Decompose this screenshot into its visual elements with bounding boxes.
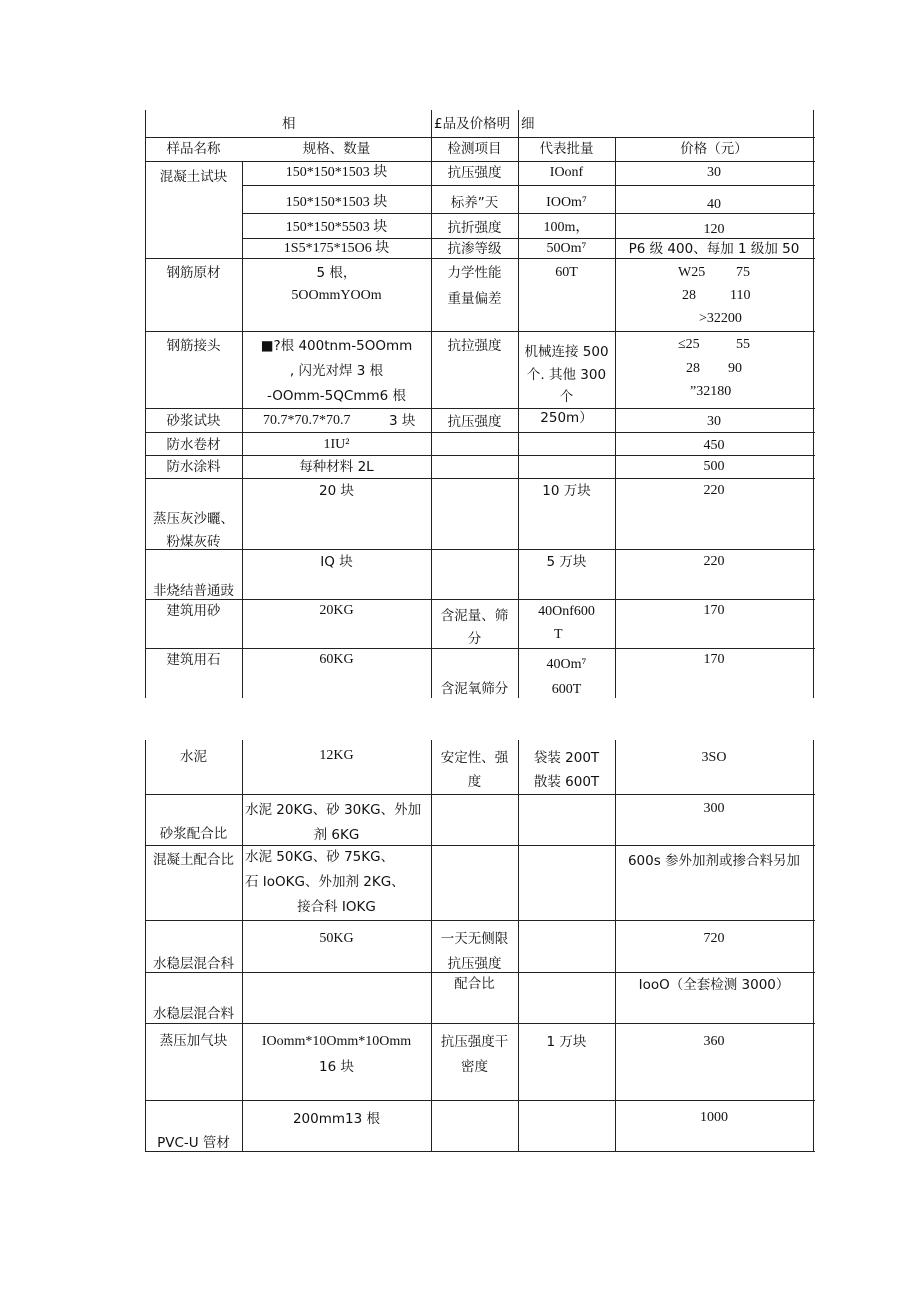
concrete-spec-2: 150*150*1503 块 bbox=[285, 195, 388, 210]
joint-batch-3: 个 bbox=[559, 389, 574, 405]
table-title-main: £品及价格明 bbox=[434, 116, 511, 132]
aerated-price: 360 bbox=[703, 1034, 725, 1049]
coating-spec: 每种材料 2L bbox=[299, 459, 374, 475]
joint-price-2a: 28 bbox=[686, 361, 700, 376]
row-mortar-name: 砂浆试块 bbox=[166, 413, 221, 429]
sand-price: 170 bbox=[703, 603, 725, 618]
concrete-price-3: 120 bbox=[703, 222, 725, 237]
concrete-mix-price: 600s 参外加剂或掺合料另加 bbox=[627, 853, 801, 869]
row-stone-name: 建筑用石 bbox=[166, 652, 221, 668]
rebar-spec-1: 5 根， bbox=[316, 265, 357, 281]
concrete-price-2: 40 bbox=[707, 197, 721, 212]
row-concrete-mix-name: 混凝土配合比 bbox=[153, 852, 234, 868]
joint-price-1b: 55 bbox=[736, 337, 750, 352]
aerated-spec-1: IOomm*10Omm*10Omm bbox=[261, 1034, 412, 1049]
stab1-item-2: 抗压强度 bbox=[447, 956, 502, 972]
concrete-item-2: 标养”天 bbox=[450, 195, 499, 211]
joint-price-1a: ≤25 bbox=[678, 337, 700, 352]
pvc-price: 1000 bbox=[700, 1110, 728, 1125]
joint-spec-1: ■?根 400tnm-5OOmm bbox=[260, 338, 413, 354]
row-joint-name: 钢筋接头 bbox=[166, 338, 221, 354]
header-test-item: 检测项目 bbox=[447, 141, 502, 157]
stab2-item: 配合比 bbox=[454, 976, 495, 992]
stone-spec: 60KG bbox=[319, 652, 354, 667]
aerated-spec-2: 16 块 bbox=[319, 1059, 354, 1075]
concrete-spec-4: 1S5*175*15O6 块 bbox=[283, 241, 390, 256]
roll-price: 450 bbox=[703, 438, 725, 453]
header-sample-name: 样品名称 bbox=[166, 141, 221, 157]
joint-price-2b: 90 bbox=[728, 361, 742, 376]
row-aerated-name: 蒸压加气块 bbox=[159, 1033, 228, 1049]
sand-spec: 20KG bbox=[319, 603, 354, 618]
concrete-mix-spec-3: 接合科 IOKG bbox=[297, 899, 376, 915]
rebar-price-2b: 110 bbox=[730, 288, 751, 303]
row-stab1-name: 水稳层混合科 bbox=[153, 956, 234, 972]
row-coating-name: 防水涂料 bbox=[166, 459, 221, 475]
concrete-mix-spec-2: 石 IoOKG、外加剂 2KG、 bbox=[245, 874, 405, 890]
joint-batch-1: 机械连接 500 bbox=[524, 344, 609, 360]
stone-price: 170 bbox=[703, 652, 725, 667]
concrete-item-1: 抗压强度 bbox=[447, 165, 502, 181]
rebar-price-1a: W25 bbox=[678, 265, 706, 280]
joint-price-3: ”32180 bbox=[690, 384, 732, 399]
joint-batch-2: 个. 其他 300 bbox=[526, 367, 607, 383]
row-stab2-name: 水稳层混合料 bbox=[153, 1006, 234, 1022]
mortar-price: 30 bbox=[707, 414, 721, 429]
joint-item: 抗拉强度 bbox=[447, 338, 502, 354]
joint-spec-2: , 闪光对焊 3 根 bbox=[289, 363, 384, 379]
concrete-batch-4: 50Om⁷ bbox=[546, 241, 587, 256]
mortar-mix-spec-1: 水泥 20KG、砂 30KG、外加 bbox=[245, 802, 422, 818]
concrete-item-3: 抗折强度 bbox=[447, 220, 502, 236]
rebar-item-2: 重量偏差 bbox=[447, 291, 502, 307]
aerated-batch: 1 万块 bbox=[546, 1034, 587, 1050]
brick2-spec: IQ 块 bbox=[320, 554, 353, 570]
concrete-batch-2: IOOm⁷ bbox=[546, 195, 587, 210]
stab2-price: IooO（全套检测 3000） bbox=[638, 977, 790, 993]
stab1-spec: 50KG bbox=[319, 931, 354, 946]
concrete-spec-1: 150*150*1503 块 bbox=[285, 165, 388, 180]
concrete-batch-3: 100m， bbox=[543, 220, 590, 235]
header-price: 价格（元） bbox=[680, 141, 748, 157]
sand-item-2: 分 bbox=[467, 631, 482, 647]
row-cement-name: 水泥 bbox=[180, 749, 207, 765]
concrete-mix-spec-1: 水泥 50KG、砂 75KG、 bbox=[245, 849, 395, 865]
row-pvc-name: PVC-U 管材 bbox=[157, 1135, 230, 1151]
table-title-end: 细 bbox=[521, 116, 535, 132]
rebar-price-3: >32200 bbox=[699, 311, 742, 326]
cement-spec: 12KG bbox=[319, 748, 354, 763]
aerated-item-1: 抗压强度干 bbox=[440, 1034, 509, 1050]
brick1-price: 220 bbox=[703, 483, 725, 498]
row-brick1-name-2: 粉煤灰砖 bbox=[166, 534, 221, 550]
sand-batch-1: 40Onf600 bbox=[538, 604, 595, 619]
brick1-spec: 20 块 bbox=[319, 483, 354, 499]
mortar-mix-spec-2: 剂 6KG bbox=[313, 827, 360, 843]
pvc-spec: 200mm13 根 bbox=[292, 1111, 381, 1127]
concrete-batch-1: IOonf bbox=[549, 165, 584, 180]
rebar-price-2a: 28 bbox=[682, 288, 696, 303]
mortar-spec: 70.7*70.7*70.7 bbox=[263, 413, 351, 428]
mortar-mix-price: 300 bbox=[703, 801, 725, 816]
row-mortar-mix-name: 砂浆配合比 bbox=[159, 826, 228, 842]
table-title-left: 相 bbox=[282, 116, 296, 132]
sand-batch-2: T bbox=[554, 627, 563, 642]
row-concrete-name: 混凝土试块 bbox=[159, 169, 228, 185]
stone-item: 含泥氧筛分 bbox=[440, 681, 509, 697]
cement-item-2: 度 bbox=[467, 774, 482, 790]
rebar-item-1: 力学性能 bbox=[447, 265, 502, 281]
row-sand-name: 建筑用砂 bbox=[166, 603, 221, 619]
cement-batch-2: 散装 600T bbox=[533, 774, 600, 790]
stone-batch-1: 40Om⁷ bbox=[546, 657, 587, 672]
header-spec: 规格、数量 bbox=[302, 141, 371, 157]
stone-batch-2: 600T bbox=[551, 682, 582, 697]
stab1-item-1: 一天无侧限 bbox=[440, 931, 509, 947]
mortar-batch: 250m） bbox=[540, 410, 593, 426]
row-brick1-name-1: 蒸压灰沙曬、 bbox=[153, 511, 234, 527]
brick2-price: 220 bbox=[703, 554, 725, 569]
rebar-price-1b: 75 bbox=[736, 265, 750, 280]
brick1-batch: 10 万块 bbox=[542, 483, 591, 499]
row-roll-name: 防水卷材 bbox=[166, 437, 221, 453]
concrete-spec-3: 150*150*5503 块 bbox=[285, 220, 388, 235]
concrete-price-1: 30 bbox=[707, 165, 721, 180]
coating-price: 500 bbox=[703, 459, 725, 474]
mortar-qty: 3 块 bbox=[389, 413, 416, 429]
row-brick2-name: 非烧结普通豉 bbox=[153, 583, 234, 599]
concrete-price-4: P6 级 400、每加 1 级加 50 bbox=[628, 241, 800, 257]
concrete-item-4: 抗渗等级 bbox=[447, 241, 502, 257]
aerated-item-2: 密度 bbox=[461, 1059, 488, 1075]
rebar-spec-2: 5OOmmYOOm bbox=[291, 288, 382, 303]
mortar-item: 抗压强度 bbox=[447, 414, 502, 430]
header-batch: 代表批量 bbox=[539, 141, 594, 157]
row-rebar-name: 钢筋原材 bbox=[166, 265, 221, 281]
sand-item-1: 含泥量、筛 bbox=[440, 608, 509, 624]
rebar-batch: 60T bbox=[555, 265, 578, 280]
joint-spec-3: -OOmm-5QCmm6 根 bbox=[267, 388, 406, 404]
cement-item-1: 安定性、强 bbox=[440, 750, 509, 766]
cement-price: 3SO bbox=[701, 750, 727, 765]
stab1-price: 720 bbox=[703, 931, 725, 946]
roll-spec: 1IU² bbox=[323, 437, 350, 452]
brick2-batch: 5 万块 bbox=[546, 554, 587, 570]
cement-batch-1: 袋装 200T bbox=[533, 750, 600, 766]
